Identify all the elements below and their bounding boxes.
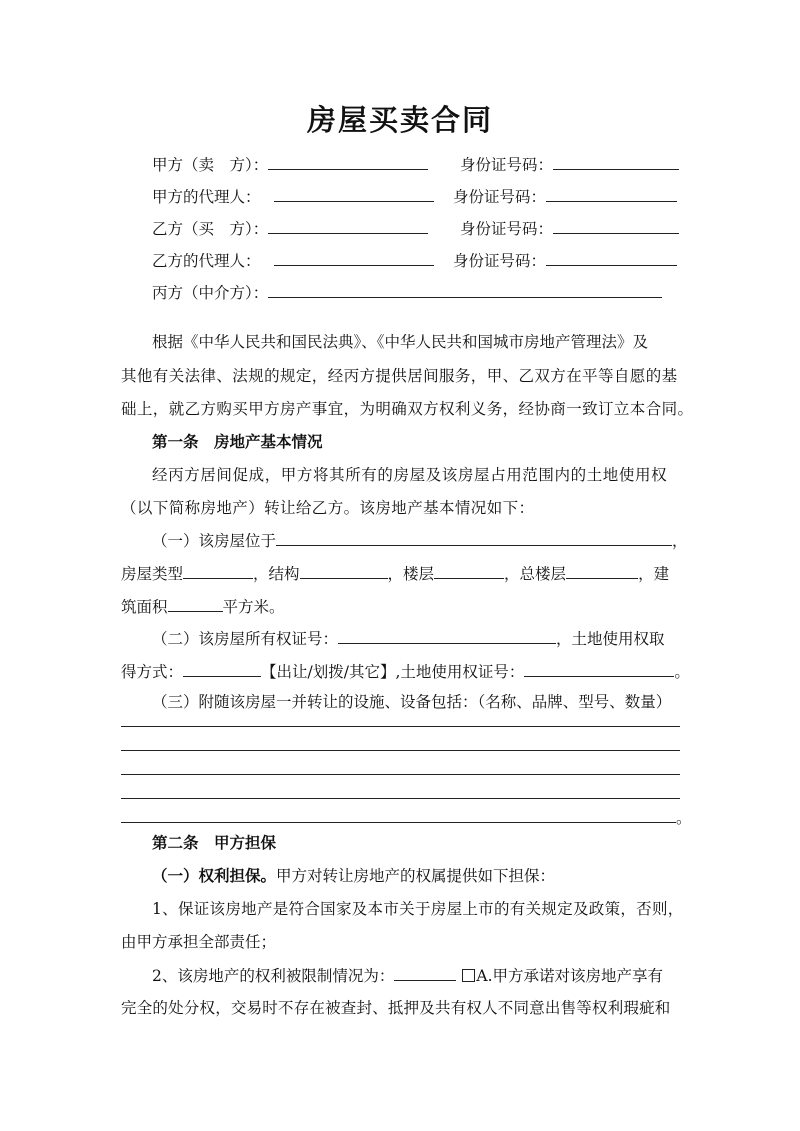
seller-id-label: 身份证号码： (460, 156, 554, 174)
checkbox-option-a[interactable] (462, 969, 475, 982)
area-blank[interactable] (168, 596, 223, 612)
total-floor-blank[interactable] (566, 563, 638, 579)
clause-2-row (152, 965, 663, 986)
buyer-agent-id-row (453, 250, 677, 271)
intermediary-blank[interactable] (268, 282, 662, 298)
land-use-row (121, 661, 690, 682)
preamble-text-1: 根据《中华人民共和国民法典》、《中华人民共和国城市房地产管理法》及 (152, 333, 649, 351)
total-floor-label: ，总楼层 (504, 565, 567, 583)
article-2-heading: 第二条 甲方担保 (152, 833, 277, 852)
house-type-row (121, 563, 669, 584)
buyer-agent-id-blank[interactable] (546, 250, 677, 266)
preamble-line-3: 础上，就乙方购买甲方房产事宜，为明确双方权利义务，经协商一致订立本合同。 (121, 400, 694, 418)
house-type-blank[interactable] (183, 563, 253, 579)
buyer-id-row (460, 218, 679, 239)
preamble-line-1 (152, 332, 680, 352)
seller-name-blank[interactable] (268, 154, 428, 170)
area-unit: 平方米。 (222, 598, 285, 616)
buyer-row (152, 218, 428, 239)
article-1-intro-1: 经丙方居间促成，甲方将其所有的房屋及该房屋占用范围内的土地使用权 (152, 466, 668, 484)
ownership-cert-blank[interactable] (338, 628, 556, 644)
location-blank[interactable] (276, 530, 672, 546)
ownership-label: （二）该房屋所有权证号： (152, 630, 339, 648)
obtain-label: 得方式： (121, 663, 184, 681)
seller-agent-blank[interactable] (274, 186, 434, 202)
equipment-line-3[interactable] (121, 774, 680, 775)
buyer-name-blank[interactable] (268, 218, 428, 234)
preamble-line-2: 其他有关法律、法规的规定，经丙方提供居间服务，甲、乙双方在平等自愿的基 (121, 367, 678, 385)
clause-2-label: 2、该房地产的权利被限制情况为： (152, 967, 395, 985)
buyer-agent-id-label: 身份证号码： (453, 252, 547, 270)
equipment-line-4[interactable] (121, 798, 680, 799)
seller-row (152, 154, 428, 175)
buyer-label: 乙方（买 方）： (152, 220, 269, 238)
article-1-intro-2: （以下简称房地产）转让给乙方。该房地产基本情况如下： (121, 499, 535, 517)
seller-id-blank[interactable] (553, 154, 679, 170)
intermediary-label: 丙方（中介方）： (152, 284, 269, 302)
restriction-blank[interactable] (394, 965, 456, 981)
intermediary-row (152, 282, 662, 303)
structure-blank[interactable] (300, 563, 388, 579)
clause-1-line-1: 1、保证该房地产是符合国家及本市关于房屋上市的有关规定及政策，否则， (152, 900, 684, 918)
clause-1-line-2: 由甲方承担全部责任； (121, 933, 277, 951)
option-a-text: A.甲方承诺对该房地产享有 (476, 967, 663, 985)
seller-id-row (460, 154, 679, 175)
buyer-agent-label: 乙方的代理人： (152, 252, 261, 270)
location-label: （一）该房屋位于 (152, 532, 277, 550)
equipment-period: 。 (676, 809, 692, 827)
buyer-id-label: 身份证号码： (460, 220, 554, 238)
build-label: ，建 (638, 565, 670, 583)
buyer-agent-blank[interactable] (274, 250, 434, 266)
article-1-heading: 第一条 房地产基本情况 (152, 432, 323, 451)
clause-2-line-2: 完全的处分权，交易时不存在被查封、抵押及共有权人不同意出售等权利瑕疵和 (121, 999, 671, 1017)
contract-title: 房屋买卖合同 (306, 103, 493, 137)
rights-guarantee-text: 甲方对转让房地产的权属提供如下担保： (276, 867, 556, 885)
house-type-label: 房屋类型 (121, 565, 184, 583)
rights-guarantee-row (152, 866, 555, 886)
floor-blank[interactable] (434, 563, 504, 579)
floor-label: ，楼层 (387, 565, 435, 583)
location-row (152, 530, 688, 551)
area-label: 筑面积 (121, 598, 168, 616)
seller-agent-row (152, 186, 434, 207)
ownership-row (152, 628, 665, 649)
structure-label: ，结构 (253, 565, 300, 583)
seller-agent-label: 甲方的代理人： (152, 188, 261, 206)
obtain-method-blank[interactable] (183, 661, 261, 677)
obtain-options: 【出让/划拨/其它】,土地使用权证号： (261, 663, 525, 681)
location-comma: ， (672, 532, 688, 550)
land-cert-blank[interactable] (524, 661, 674, 677)
equipment-line-1[interactable] (121, 726, 680, 727)
buyer-agent-row (152, 250, 434, 271)
area-row (121, 596, 285, 617)
equipment-line-5[interactable] (121, 822, 676, 823)
ownership-suffix: ，土地使用权取 (556, 630, 665, 648)
seller-agent-id-row (453, 186, 677, 207)
seller-label: 甲方（卖 方）： (152, 156, 269, 174)
equipment-line-2[interactable] (121, 750, 680, 751)
buyer-id-blank[interactable] (553, 218, 679, 234)
seller-agent-id-blank[interactable] (546, 186, 677, 202)
equipment-label: （三）附随该房屋一并转让的设施、设备包括：（名称、品牌、型号、数量） (152, 693, 672, 711)
rights-guarantee-title: （一）权利担保。 (152, 866, 277, 885)
land-period: 。 (674, 663, 690, 681)
seller-agent-id-label: 身份证号码： (453, 188, 547, 206)
